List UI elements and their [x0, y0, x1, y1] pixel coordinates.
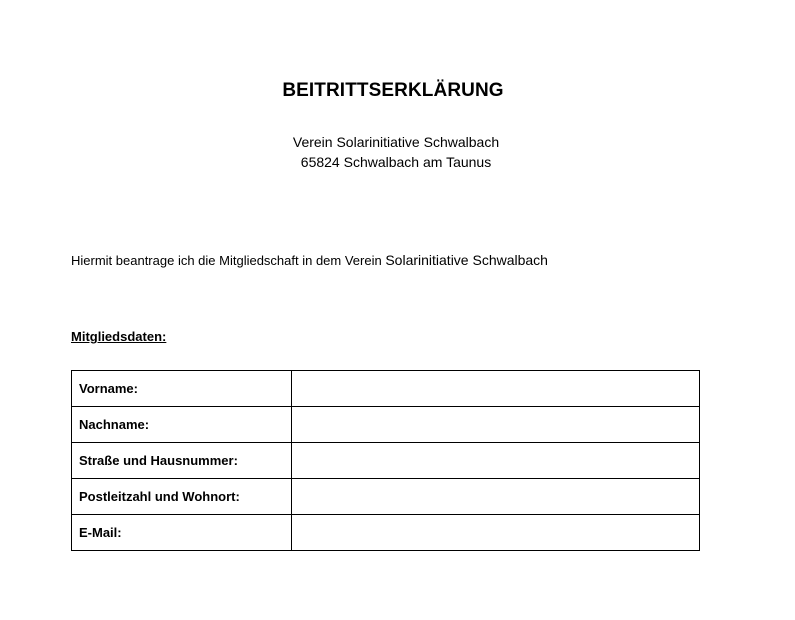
field-value-last-name[interactable]	[292, 407, 700, 443]
table-row	[72, 479, 700, 515]
organization-address: 65824 Schwalbach am Taunus	[300, 154, 492, 170]
field-value-postal-city[interactable]	[292, 479, 700, 515]
field-value-street[interactable]	[292, 443, 700, 479]
document-title: BEITRITTSERKLÄRUNG	[282, 80, 504, 101]
field-label-last-name: Nachname:	[72, 407, 292, 443]
table-row	[72, 443, 700, 479]
field-value-first-name[interactable]	[292, 371, 700, 407]
table-row	[72, 371, 700, 407]
field-label-first-name: Vorname:	[72, 371, 292, 407]
section-heading-member-data: Mitgliedsdaten:	[71, 329, 167, 344]
table-row	[72, 407, 700, 443]
field-value-email[interactable]	[292, 515, 700, 551]
member-data-table	[71, 370, 700, 551]
intro-text: Hiermit beantrage ich die Mitgliedschaft in dem Verein	[71, 253, 386, 268]
table-row	[72, 515, 700, 551]
field-label-street: Straße und Hausnummer:	[72, 443, 292, 479]
field-label-email: E-Mail:	[72, 515, 292, 551]
organization-block	[0, 132, 792, 172]
intro-paragraph	[71, 252, 548, 268]
field-label-postal-city: Postleitzahl und Wohnort:	[72, 479, 292, 515]
intro-club-name: Solarinitiative Schwalbach	[385, 252, 548, 268]
organization-name: Verein Solarinitiative Schwalbach	[292, 134, 500, 150]
